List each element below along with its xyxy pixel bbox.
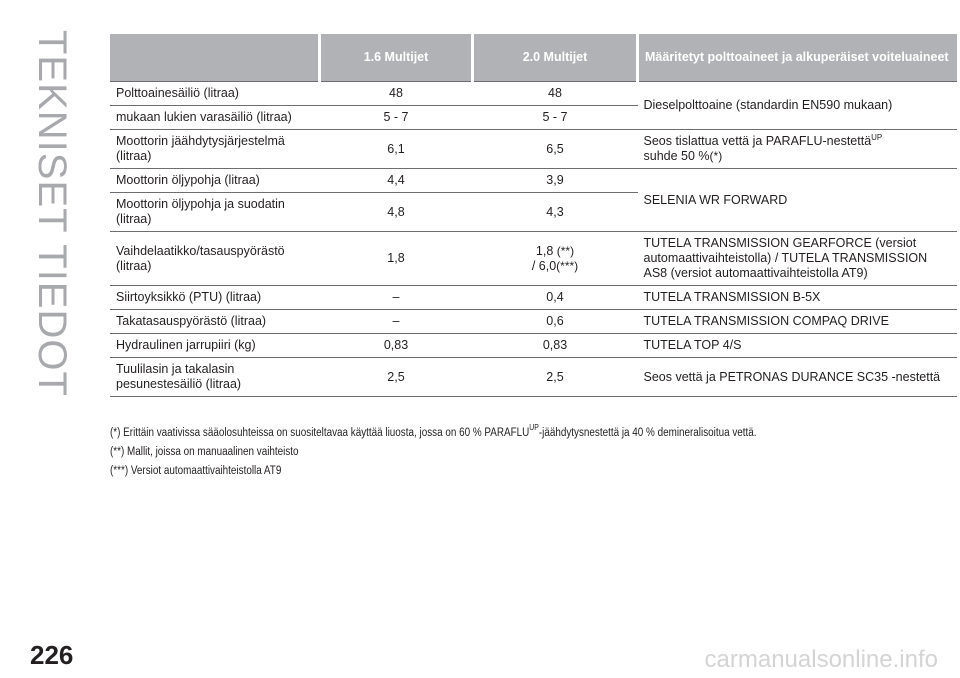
table-row (110, 82, 957, 106)
value-1-6: 4,4 (320, 169, 473, 193)
superscript-up: UP (529, 423, 539, 432)
value-1-6: 48 (320, 82, 473, 106)
footnotes (110, 424, 798, 481)
table-row (110, 232, 957, 286)
lubricant-cell: TUTELA TOP 4/S (638, 334, 958, 358)
lubricant-cell: TUTELA TRANSMISSION COMPAQ DRIVE (638, 310, 958, 334)
header-2-0-multijet: 2.0 Multijet (473, 34, 638, 82)
value-2-0: 4,3 (473, 193, 638, 232)
section-title (14, 30, 84, 397)
value-1-6: 2,5 (320, 358, 473, 397)
watermark: carmanualsonline.info (704, 646, 938, 673)
value-1-6: 1,8 (320, 232, 473, 286)
value-1-6: – (320, 286, 473, 310)
row-label: mukaan lukien varasäiliö (litraa) (110, 106, 320, 130)
lubricant-text: Seos tislattua vettä ja PARAFLU-nestettä (643, 134, 872, 148)
header-empty (110, 34, 320, 82)
value-1-6: – (320, 310, 473, 334)
footnote-text: -jäähdytysnestettä ja 40 % demineralisoitua vettä. (538, 427, 757, 439)
footnote-2: (**) Mallit, joissa on manuaalinen vaihteisto (110, 446, 299, 458)
value-2-0: 0,83 (473, 334, 638, 358)
row-label: Polttoainesäiliö (litraa) (110, 82, 320, 106)
footnote-ref: (*) (709, 149, 723, 163)
section-title-text: TEKNISET TIEDOT (30, 30, 74, 397)
lubricant-cell: TUTELA TRANSMISSION GEARFORCE (versiot automaattivaihteistolla) / TUTELA TRANSMISSION AS8 (versiot automaattivaihteistolla AT9) (638, 232, 958, 286)
value-2-0: 0,6 (473, 310, 638, 334)
table-row (110, 310, 957, 334)
row-label: Moottorin jäähdytysjärjestelmä (litraa) (110, 130, 320, 169)
row-label: Moottorin öljypohja ja suodatin (litraa) (110, 193, 320, 232)
footnote-ref: (***) (556, 258, 579, 273)
table-row (110, 358, 957, 397)
footnote-1 (110, 424, 798, 443)
row-label: Vaihdelaatikko/tasauspyörästö (litraa) (110, 232, 320, 286)
row-label: Hydraulinen jarrupiiri (kg) (110, 334, 320, 358)
value-2-0: 0,4 (473, 286, 638, 310)
table-row (110, 286, 957, 310)
value-2-0: 48 (473, 82, 638, 106)
row-label: Moottorin öljypohja (litraa) (110, 169, 320, 193)
value-2-0 (473, 232, 638, 286)
table-row (110, 334, 957, 358)
row-label: Tuulilasin ja takalasin pesunestesäiliö (litraa) (110, 358, 320, 397)
value-manual: 1,8 (535, 243, 557, 258)
superscript-up: UP (871, 133, 883, 142)
footnote-3: (***) Versiot automaattivaihteistolla AT9 (110, 465, 282, 477)
row-label: Takatasauspyörästö (litraa) (110, 310, 320, 334)
value-2-0: 3,9 (473, 169, 638, 193)
table-header-row (110, 34, 957, 82)
value-1-6: 5 - 7 (320, 106, 473, 130)
value-1-6: 4,8 (320, 193, 473, 232)
value-2-0: 5 - 7 (473, 106, 638, 130)
page-number: 226 (30, 640, 74, 670)
value-automatic: / 6,0 (531, 258, 557, 273)
value-1-6: 6,1 (320, 130, 473, 169)
table-row (110, 169, 957, 193)
footnote-text: (*) Erittäin vaativissa sääolosuhteissa on suositeltavaa käyttää liuosta, jossa on 60 % PARAFLU (110, 427, 530, 439)
value-2-0: 6,5 (473, 130, 638, 169)
specifications-table (110, 34, 957, 397)
header-lubricants: Määritetyt polttoaineet ja alkuperäiset voiteluaineet (638, 34, 958, 82)
header-1-6-multijet: 1.6 Multijet (320, 34, 473, 82)
lubricant-cell: SELENIA WR FORWARD (638, 169, 958, 232)
lubricant-cell: Dieselpolttoaine (standardin EN590 mukaan) (638, 82, 958, 130)
row-label: Siirtoyksikkö (PTU) (litraa) (110, 286, 320, 310)
lubricant-cell (638, 130, 958, 169)
footnote-ref: (**) (556, 243, 575, 258)
lubricant-cell: TUTELA TRANSMISSION B-5X (638, 286, 958, 310)
value-1-6: 0,83 (320, 334, 473, 358)
lubricant-text: suhde 50 % (643, 149, 710, 163)
table-row (110, 130, 957, 169)
value-2-0: 2,5 (473, 358, 638, 397)
lubricant-cell: Seos vettä ja PETRONAS DURANCE SC35 -nestettä (638, 358, 958, 397)
